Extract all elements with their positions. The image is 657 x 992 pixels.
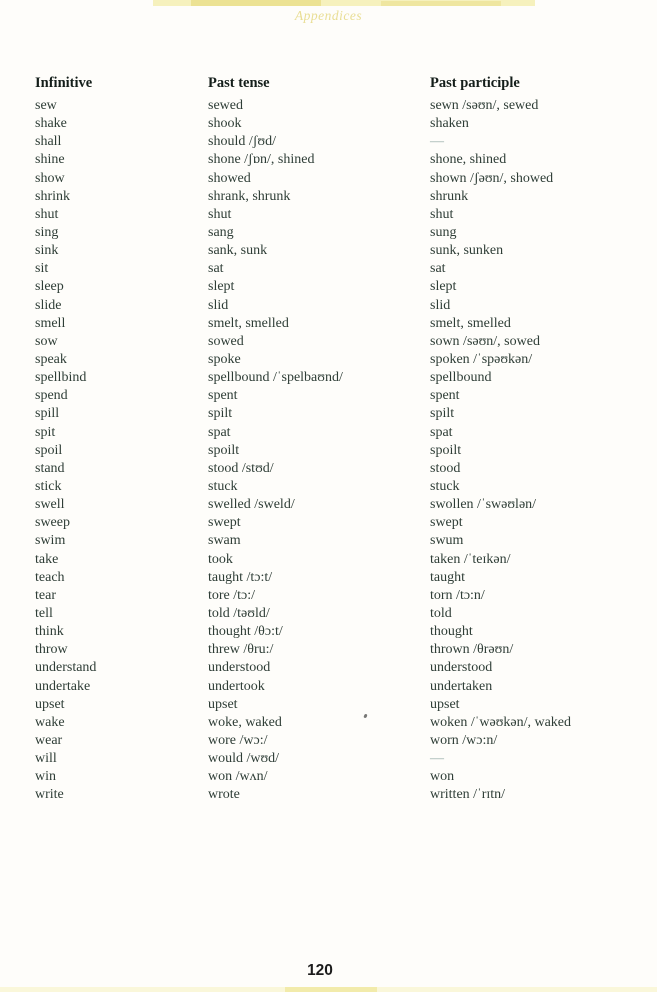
past-tense-cell: spoke [208, 351, 241, 367]
table-row [35, 151, 635, 169]
infinitive-cell: sow [35, 333, 58, 349]
past-tense-cell: shut [208, 206, 232, 222]
infinitive-cell: spend [35, 388, 68, 404]
past-tense-cell: wore /wɔ:/ [208, 732, 268, 748]
table-row [35, 405, 635, 423]
table-row [35, 315, 635, 333]
past-tense-cell: smelt, smelled [208, 315, 289, 331]
table-row [35, 659, 635, 677]
past-participle-cell: swum [430, 533, 464, 549]
past-tense-cell: shook [208, 116, 242, 132]
table-row [35, 587, 635, 605]
table-row [35, 297, 635, 315]
table-row [35, 496, 635, 514]
past-tense-cell: slid [208, 297, 229, 313]
past-participle-cell: spent [430, 388, 460, 404]
infinitive-cell: think [35, 624, 64, 640]
infinitive-cell: wake [35, 714, 65, 730]
past-tense-cell: spilt [208, 406, 233, 422]
infinitive-cell: sink [35, 243, 59, 259]
column-header-past-tense: Past tense [208, 75, 270, 91]
past-participle-cell: written /ˈrɪtn/ [430, 787, 506, 803]
past-participle-cell: shown /ʃəʊn/, showed [430, 170, 554, 186]
infinitive-cell: show [35, 170, 65, 186]
table-row [35, 260, 635, 278]
past-tense-cell: understood [208, 660, 271, 676]
infinitive-cell: will [35, 751, 57, 767]
past-participle-cell: undertaken [430, 678, 493, 694]
past-participle-cell: shone, shined [430, 152, 507, 168]
table-row [35, 641, 635, 659]
infinitive-cell: sit [35, 261, 49, 277]
past-participle-cell: spoken /ˈspəʊkən/ [430, 351, 533, 367]
past-tense-cell: slept [208, 279, 235, 295]
table-row [35, 678, 635, 696]
table-row [35, 605, 635, 623]
table-row [35, 351, 635, 369]
highlight-artifact-blob [285, 987, 377, 992]
infinitive-cell: shall [35, 134, 62, 150]
infinitive-cell: sweep [35, 515, 70, 531]
infinitive-cell: undertake [35, 678, 91, 694]
infinitive-cell: spill [35, 406, 60, 422]
table-row [35, 732, 635, 750]
infinitive-cell: wear [35, 732, 63, 748]
past-participle-cell: swollen /ˈswəʊlən/ [430, 497, 537, 513]
infinitive-cell: shake [35, 116, 67, 132]
past-participle-cell: slid [430, 297, 451, 313]
past-tense-cell: took [208, 551, 233, 567]
column-header-past-participle: Past participle [430, 75, 520, 91]
past-tense-cell: sang [208, 224, 234, 240]
table-row [35, 278, 635, 296]
infinitive-cell: sew [35, 98, 57, 113]
infinitive-cell: stand [35, 460, 65, 476]
highlight-artifact-bottom [0, 987, 657, 992]
infinitive-cell: tell [35, 605, 53, 621]
past-tense-cell: thought /θɔ:t/ [208, 624, 283, 640]
past-participle-cell: sewn /səʊn/, sewed [430, 98, 539, 113]
infinitive-cell: sleep [35, 279, 64, 295]
infinitive-cell: swim [35, 533, 66, 549]
infinitive-cell: smell [35, 315, 66, 331]
table-row [35, 115, 635, 133]
infinitive-cell: upset [35, 696, 65, 712]
past-participle-cell: upset [430, 696, 460, 712]
infinitive-cell: spellbind [35, 370, 87, 386]
past-participle-cell: sat [430, 261, 446, 277]
past-participle-cell: stuck [430, 478, 460, 494]
table-row [35, 224, 635, 242]
past-participle-cell: taught [430, 569, 465, 585]
past-participle-cell: shaken [430, 116, 469, 132]
table-row [35, 786, 635, 804]
past-tense-cell: threw /θru:/ [208, 642, 274, 658]
table-row [35, 133, 635, 151]
past-tense-cell: undertook [208, 678, 265, 694]
infinitive-cell: swell [35, 497, 65, 513]
past-tense-cell: spoilt [208, 442, 240, 458]
infinitive-cell: slide [35, 297, 62, 313]
past-tense-cell: would /wʊd/ [208, 751, 280, 767]
table-row [35, 569, 635, 587]
past-tense-cell: sat [208, 261, 224, 277]
past-tense-cell: swam [208, 533, 241, 549]
table-header-row [35, 75, 635, 97]
past-participle-cell: woken /ˈwəʊkən/, waked [430, 714, 572, 730]
past-tense-cell: upset [208, 696, 238, 712]
infinitive-cell: shine [35, 152, 65, 168]
past-tense-cell: showed [208, 170, 251, 186]
table-row [35, 623, 635, 641]
past-tense-cell: won /wʌn/ [208, 769, 268, 785]
past-participle-cell: shrunk [430, 188, 469, 204]
past-tense-cell: sank, sunk [208, 243, 268, 259]
table-row [35, 333, 635, 351]
past-tense-cell: shrank, shrunk [208, 188, 291, 204]
irregular-verbs-table [35, 75, 635, 804]
past-participle-cell: shut [430, 206, 454, 222]
past-participle-cell: slept [430, 279, 457, 295]
running-head: Appendices [294, 8, 363, 23]
past-participle-cell: spellbound [430, 370, 492, 386]
infinitive-cell: write [35, 787, 64, 803]
table-row [35, 768, 635, 786]
table-row [35, 478, 635, 496]
table-row [35, 442, 635, 460]
past-participle-cell: told [430, 605, 452, 621]
table-row [35, 387, 635, 405]
table-row [35, 369, 635, 387]
table-row [35, 514, 635, 532]
past-tense-cell: woke, waked [208, 714, 282, 730]
table-row [35, 714, 635, 732]
table-row [35, 551, 635, 569]
past-tense-cell: swept [208, 515, 241, 531]
past-participle-cell: sown /səʊn/, sowed [430, 333, 540, 349]
infinitive-cell: spit [35, 424, 56, 440]
table-row [35, 460, 635, 478]
infinitive-cell: teach [35, 569, 65, 585]
column-header-infinitive: Infinitive [35, 75, 93, 91]
past-participle-cell: sunk, sunken [430, 243, 504, 259]
past-participle-cell: sung [430, 224, 457, 240]
table-body [35, 97, 635, 804]
past-participle-cell: torn /tɔ:n/ [430, 587, 485, 603]
past-participle-cell: — [430, 751, 445, 767]
past-participle-cell: swept [430, 515, 463, 531]
table-row [35, 424, 635, 442]
infinitive-cell: win [35, 769, 56, 785]
table-row [35, 206, 635, 224]
page-number: 120 [307, 962, 333, 979]
past-participle-cell: spoilt [430, 442, 462, 458]
past-participle-cell: — [430, 134, 445, 150]
past-participle-cell: worn /wɔ:n/ [430, 732, 498, 748]
past-participle-cell: stood [430, 460, 461, 476]
past-tense-cell: sowed [208, 333, 244, 349]
table-row [35, 97, 635, 115]
highlight-artifact-blob [191, 0, 321, 6]
past-participle-cell: taken /ˈteɪkən/ [430, 551, 511, 567]
past-tense-cell: tore /tɔ:/ [208, 587, 256, 603]
infinitive-cell: sing [35, 224, 59, 240]
past-participle-cell: smelt, smelled [430, 315, 511, 331]
infinitive-cell: speak [35, 351, 67, 367]
infinitive-cell: shrink [35, 188, 70, 204]
past-tense-cell: spellbound /ˈspelbaʊnd/ [208, 370, 343, 386]
past-participle-cell: thought [430, 624, 473, 640]
highlight-artifact-blob [381, 1, 501, 6]
infinitive-cell: throw [35, 642, 68, 658]
table-row [35, 750, 635, 768]
past-tense-cell: swelled /sweld/ [208, 497, 295, 513]
infinitive-cell: stick [35, 478, 62, 494]
past-tense-cell: shone /ʃɒn/, shined [208, 152, 315, 168]
past-participle-cell: won [430, 769, 455, 785]
past-tense-cell: stood /stʊd/ [208, 460, 274, 476]
past-tense-cell: spent [208, 388, 238, 404]
past-tense-cell: should /ʃʊd/ [208, 134, 276, 150]
past-tense-cell: stuck [208, 478, 238, 494]
past-tense-cell: wrote [208, 787, 240, 803]
table-row [35, 188, 635, 206]
past-participle-cell: spat [430, 424, 453, 440]
infinitive-cell: understand [35, 660, 97, 676]
table-row [35, 170, 635, 188]
table-row [35, 696, 635, 714]
past-participle-cell: understood [430, 660, 493, 676]
past-tense-cell: spat [208, 424, 231, 440]
infinitive-cell: spoil [35, 442, 63, 458]
highlight-artifact-top [153, 0, 535, 6]
table-row [35, 242, 635, 260]
infinitive-cell: take [35, 551, 59, 567]
table-row [35, 532, 635, 550]
past-tense-cell: taught /tɔ:t/ [208, 569, 273, 585]
past-tense-cell: told /təʊld/ [208, 605, 270, 621]
past-participle-cell: spilt [430, 406, 455, 422]
past-participle-cell: thrown /θrəʊn/ [430, 642, 514, 658]
infinitive-cell: shut [35, 206, 59, 222]
infinitive-cell: tear [35, 587, 56, 603]
past-tense-cell: sewed [208, 98, 243, 113]
